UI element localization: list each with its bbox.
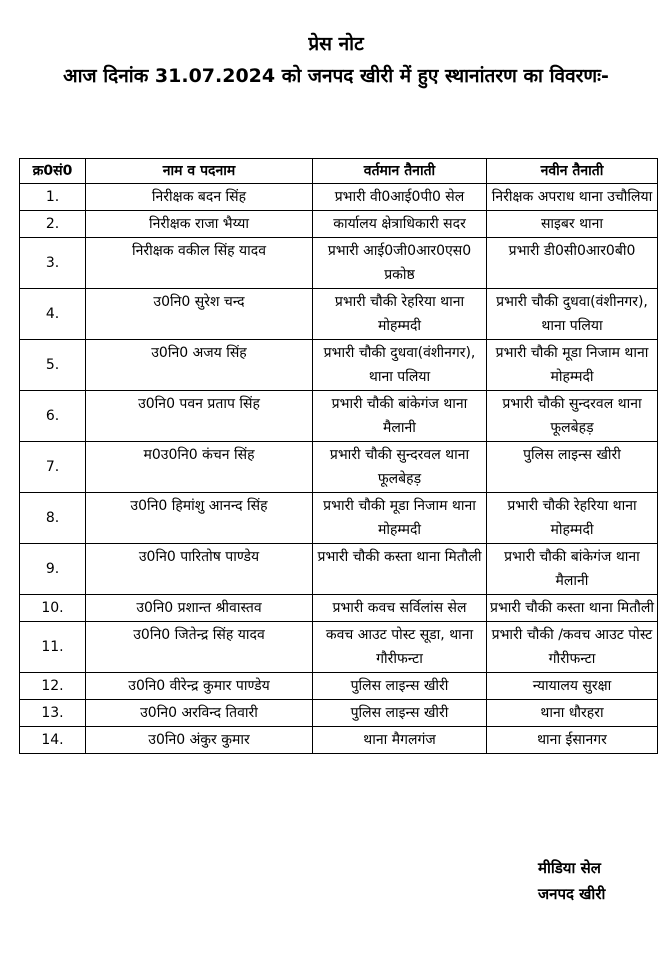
cell-current-posting: पुलिस लाइन्स खीरी xyxy=(313,673,487,700)
cell-serial: 11. xyxy=(20,622,86,673)
cell-current-posting: प्रभारी आई0जी0आर0एस0 प्रकोष्ठ xyxy=(313,238,487,289)
cell-current-posting: कवच आउट पोस्ट सूडा, थाना गौरीफन्टा xyxy=(313,622,487,673)
cell-name: निरीक्षक राजा भैय्या xyxy=(86,211,313,238)
cell-name: उ0नि0 अरविन्द तिवारी xyxy=(86,700,313,727)
table-row xyxy=(20,673,658,700)
cell-name: उ0नि0 पारितोष पाण्डेय xyxy=(86,544,313,595)
cell-new-posting: प्रभारी चौकी कस्ता थाना मितौली xyxy=(487,595,658,622)
table-row xyxy=(20,595,658,622)
table-header-row xyxy=(20,159,658,184)
cell-current-posting: प्रभारी चौकी बांकेगंज थाना मैलानी xyxy=(313,391,487,442)
page-title: प्रेस नोट xyxy=(308,33,364,55)
cell-name: उ0नि0 सुरेश चन्द xyxy=(86,289,313,340)
cell-new-posting: प्रभारी चौकी मूडा निजाम थाना मोहम्मदी xyxy=(487,340,658,391)
cell-name: निरीक्षक बदन सिंह xyxy=(86,184,313,211)
cell-name: उ0नि0 पवन प्रताप सिंह xyxy=(86,391,313,442)
cell-new-posting: प्रभारी चौकी रेहरिया थाना मोहम्मदी xyxy=(487,493,658,544)
cell-new-posting: न्यायालय सुरक्षा xyxy=(487,673,658,700)
cell-current-posting: प्रभारी कवच सर्विलांस सेल xyxy=(313,595,487,622)
cell-current-posting: प्रभारी चौकी मूडा निजाम थाना मोहम्मदी xyxy=(313,493,487,544)
page-subtitle: आज दिनांक 31.07.2024 को जनपद खीरी में हुए स्थानांतरण का विवरणः- xyxy=(63,65,609,87)
cell-new-posting: थाना धौरहरा xyxy=(487,700,658,727)
table-row xyxy=(20,238,658,289)
cell-name: उ0नि0 प्रशान्त श्रीवास्तव xyxy=(86,595,313,622)
signature-line-1: मीडिया सेल xyxy=(538,859,601,877)
cell-serial: 2. xyxy=(20,211,86,238)
cell-new-posting: निरीक्षक अपराध थाना उचौलिया xyxy=(487,184,658,211)
table-row xyxy=(20,211,658,238)
table-row xyxy=(20,622,658,673)
cell-serial: 8. xyxy=(20,493,86,544)
cell-current-posting: प्रभारी चौकी दुधवा(वंशीनगर), थाना पलिया xyxy=(313,340,487,391)
cell-serial: 1. xyxy=(20,184,86,211)
table-row xyxy=(20,544,658,595)
cell-current-posting: प्रभारी चौकी सुन्दरवल थाना फूलबेहड़ xyxy=(313,442,487,493)
cell-new-posting: प्रभारी चौकी बांकेगंज थाना मैलानी xyxy=(487,544,658,595)
cell-serial: 13. xyxy=(20,700,86,727)
cell-new-posting: प्रभारी चौकी दुधवा(वंशीनगर), थाना पलिया xyxy=(487,289,658,340)
cell-serial: 14. xyxy=(20,727,86,754)
cell-name: उ0नि0 जितेन्द्र सिंह यादव xyxy=(86,622,313,673)
cell-name: निरीक्षक वकील सिंह यादव xyxy=(86,238,313,289)
cell-new-posting: प्रभारी चौकी सुन्दरवल थाना फूलबेहड़ xyxy=(487,391,658,442)
table-row xyxy=(20,340,658,391)
cell-serial: 3. xyxy=(20,238,86,289)
table-row xyxy=(20,184,658,211)
cell-name: उ0नि0 अंकुर कुमार xyxy=(86,727,313,754)
cell-serial: 12. xyxy=(20,673,86,700)
cell-serial: 9. xyxy=(20,544,86,595)
cell-new-posting: प्रभारी डी0सी0आर0बी0 xyxy=(487,238,658,289)
cell-new-posting: साइबर थाना xyxy=(487,211,658,238)
cell-serial: 10. xyxy=(20,595,86,622)
cell-current-posting: पुलिस लाइन्स खीरी xyxy=(313,700,487,727)
table-row xyxy=(20,700,658,727)
cell-current-posting: प्रभारी वी0आई0पी0 सेल xyxy=(313,184,487,211)
cell-current-posting: प्रभारी चौकी रेहरिया थाना मोहम्मदी xyxy=(313,289,487,340)
cell-serial: 6. xyxy=(20,391,86,442)
signature-line-2: जनपद खीरी xyxy=(538,885,606,903)
cell-serial: 5. xyxy=(20,340,86,391)
cell-serial: 4. xyxy=(20,289,86,340)
cell-current-posting: थाना मैगलगंज xyxy=(313,727,487,754)
cell-current-posting: कार्यालय क्षेत्राधिकारी सदर xyxy=(313,211,487,238)
col-header-name: नाम व पदनाम xyxy=(86,159,313,184)
table-row xyxy=(20,391,658,442)
table-row xyxy=(20,289,658,340)
col-header-current-posting: वर्तमान तैनाती xyxy=(313,159,487,184)
cell-current-posting: प्रभारी चौकी कस्ता थाना मितौली xyxy=(313,544,487,595)
cell-name: म0उ0नि0 कंचन सिंह xyxy=(86,442,313,493)
cell-new-posting: थाना ईसानगर xyxy=(487,727,658,754)
cell-name: उ0नि0 हिमांशु आनन्द सिंह xyxy=(86,493,313,544)
cell-serial: 7. xyxy=(20,442,86,493)
col-header-serial: क्र0सं0 xyxy=(20,159,86,184)
table-row xyxy=(20,493,658,544)
cell-name: उ0नि0 अजय सिंह xyxy=(86,340,313,391)
cell-new-posting: प्रभारी चौकी /कवच आउट पोस्ट गौरीफन्टा xyxy=(487,622,658,673)
table-row xyxy=(20,727,658,754)
table-row xyxy=(20,442,658,493)
col-header-new-posting: नवीन तैनाती xyxy=(487,159,658,184)
transfer-table xyxy=(19,158,658,754)
cell-new-posting: पुलिस लाइन्स खीरी xyxy=(487,442,658,493)
cell-name: उ0नि0 वीरेन्द्र कुमार पाण्डेय xyxy=(86,673,313,700)
